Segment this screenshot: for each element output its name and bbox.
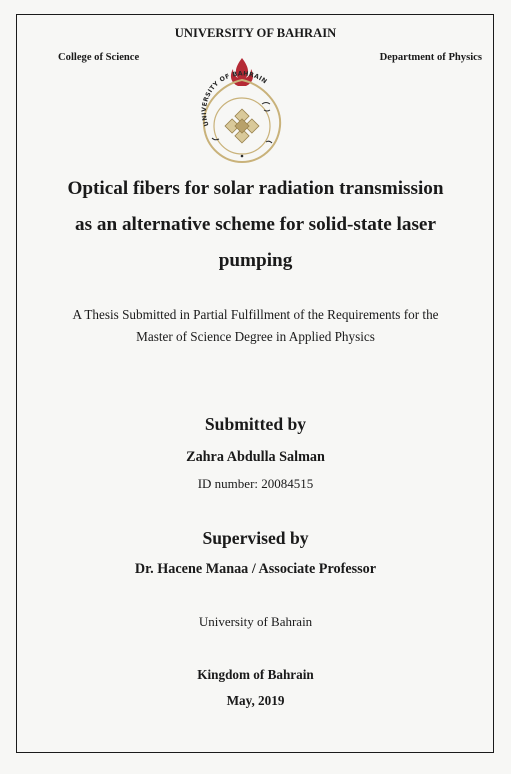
description-line: A Thesis Submitted in Partial Fulfillment of the Requirements for the — [72, 307, 439, 322]
supervised-by-heading: Supervised by — [202, 528, 309, 548]
supervisor-name: Dr. Hacene Manaa / Associate Professor — [134, 561, 377, 577]
title-line: as an alternative scheme for solid-state laser — [75, 214, 436, 235]
country: Kingdom of Bahrain — [197, 667, 314, 682]
college-name: College of Science — [58, 52, 140, 63]
thesis-description — [0, 304, 511, 347]
title-line: pumping — [218, 250, 293, 271]
university-of-bahrain-seal-icon — [192, 54, 292, 168]
seal-ring-text: UNIVERSITY OF BAHRAIN — [200, 70, 269, 128]
submitted-by-heading: Submitted by — [204, 414, 307, 434]
affiliation: University of Bahrain — [198, 614, 313, 629]
seal-lattice — [225, 109, 259, 143]
department-name: Department of Physics — [379, 52, 482, 63]
thesis-title — [0, 171, 511, 279]
student-id: ID number: 20084515 — [197, 476, 314, 491]
university-name: UNIVERSITY OF BAHRAIN — [174, 26, 337, 40]
description-line: Master of Science Degree in Applied Physics — [136, 328, 375, 344]
author-name: Zahra Abdulla Salman — [186, 449, 325, 465]
submission-date: May, 2019 — [226, 693, 285, 708]
title-line: Optical fibers for solar radiation transmission — [67, 178, 444, 199]
